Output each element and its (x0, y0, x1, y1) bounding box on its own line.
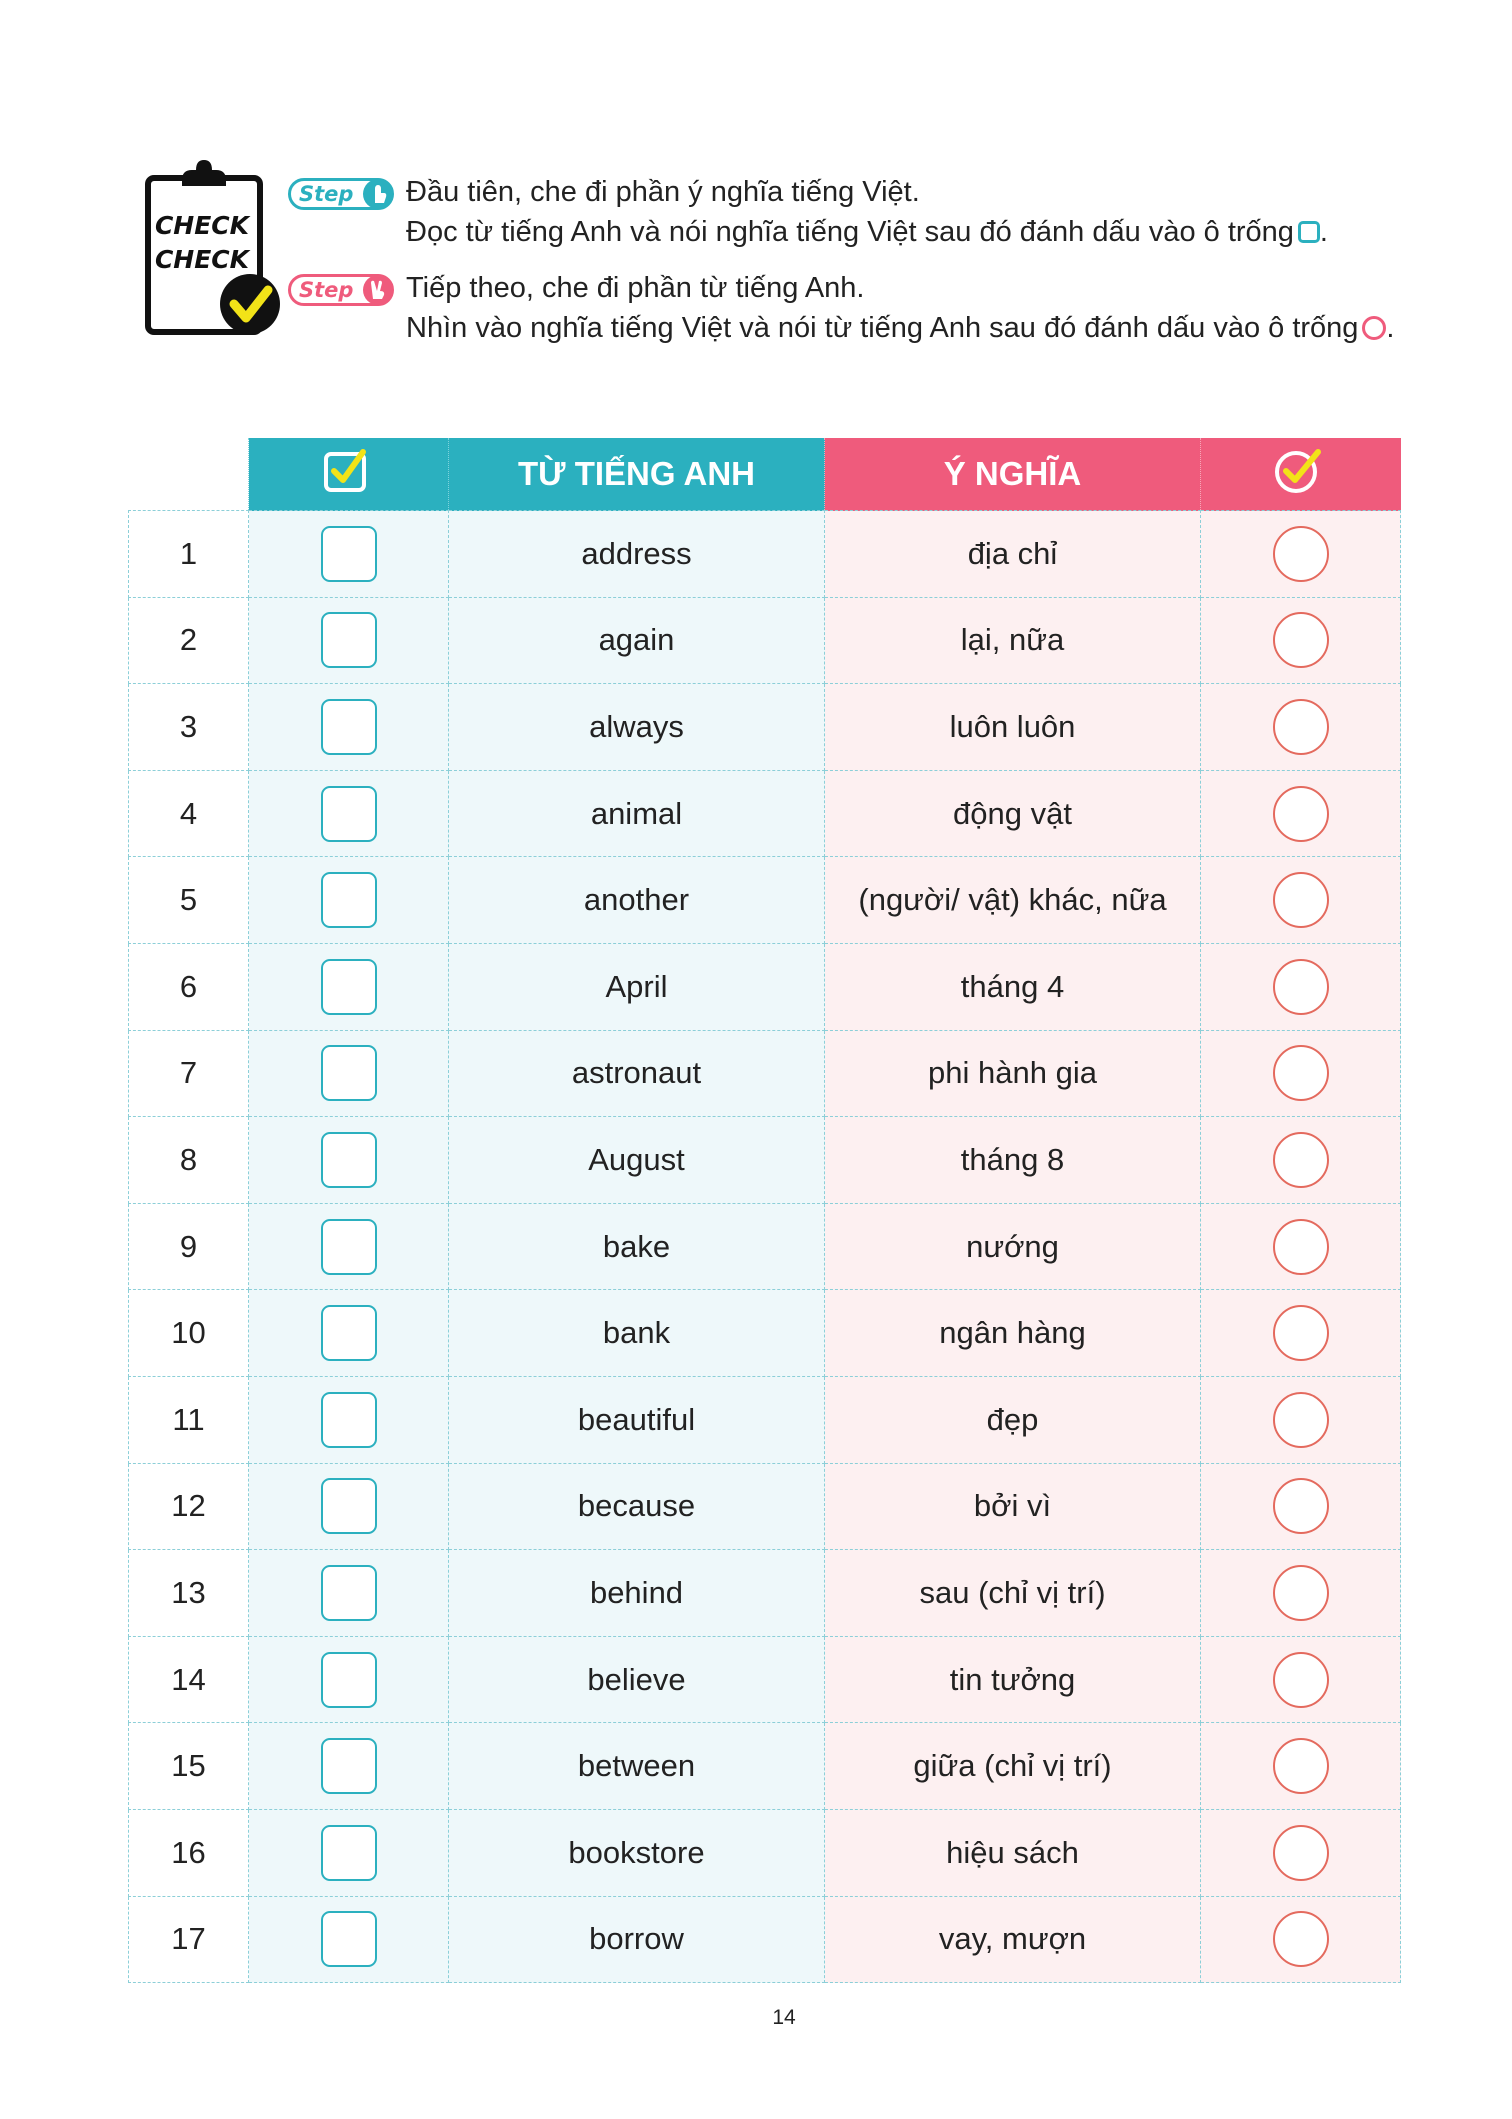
english-check-cell (249, 943, 449, 1030)
meaning-circle-check[interactable] (1273, 699, 1329, 755)
meaning-check-cell (1201, 857, 1401, 944)
english-word: bank (449, 1290, 825, 1377)
table-header-row (129, 438, 1401, 511)
table-row (129, 1117, 1401, 1204)
meaning-circle-check[interactable] (1273, 959, 1329, 1015)
vietnamese-meaning: nướng (825, 1203, 1201, 1290)
english-check-cell (249, 1723, 449, 1810)
vietnamese-meaning: động vật (825, 770, 1201, 857)
english-word: always (449, 684, 825, 771)
table-row (129, 1550, 1401, 1637)
english-word: again (449, 597, 825, 684)
step-2-line-2-text: Nhìn vào nghĩa tiếng Việt và nói từ tiếng Anh sau đó đánh dấu vào ô trống (406, 312, 1359, 344)
english-word: behind (449, 1550, 825, 1637)
vietnamese-meaning: phi hành gia (825, 1030, 1201, 1117)
circle-legend-icon (1362, 316, 1386, 340)
step-1-line-2-end: . (1319, 216, 1328, 248)
step-1-line-2 (406, 212, 1328, 252)
english-checkbox[interactable] (321, 612, 377, 668)
circle-checked-icon (1274, 446, 1328, 494)
meaning-check-cell (1201, 1809, 1401, 1896)
header-english-word: TỪ TIẾNG ANH (449, 438, 825, 511)
step-1-line-2-text: Đọc từ tiếng Anh và nói nghĩa tiếng Việt sau đó đánh dấu vào ô trống (406, 216, 1294, 248)
clipboard-check-icon (142, 160, 284, 340)
meaning-check-cell (1201, 511, 1401, 598)
english-checkbox[interactable] (321, 1738, 377, 1794)
table-row (129, 684, 1401, 771)
meaning-circle-check[interactable] (1273, 1911, 1329, 1967)
english-checkbox[interactable] (321, 1825, 377, 1881)
english-check-cell (249, 1290, 449, 1377)
english-word: address (449, 511, 825, 598)
vietnamese-meaning: hiệu sách (825, 1809, 1201, 1896)
meaning-circle-check[interactable] (1273, 1738, 1329, 1794)
step-2-line-1: Tiếp theo, che đi phần từ tiếng Anh. (406, 272, 865, 304)
english-checkbox[interactable] (321, 1219, 377, 1275)
row-number: 10 (129, 1290, 249, 1377)
english-word: bookstore (449, 1809, 825, 1896)
meaning-circle-check[interactable] (1273, 1132, 1329, 1188)
vietnamese-meaning: luôn luôn (825, 684, 1201, 771)
english-checkbox[interactable] (321, 1911, 377, 1967)
header-number-spacer (129, 438, 249, 511)
row-number: 3 (129, 684, 249, 771)
english-check-cell (249, 1463, 449, 1550)
row-number: 8 (129, 1117, 249, 1204)
english-checkbox[interactable] (321, 1132, 377, 1188)
meaning-circle-check[interactable] (1273, 1219, 1329, 1275)
clipboard-label-2: CHECK (154, 245, 250, 274)
row-number: 14 (129, 1636, 249, 1723)
vietnamese-meaning: tháng 4 (825, 943, 1201, 1030)
checkbox-legend-icon (1298, 221, 1320, 243)
meaning-check-cell (1201, 1723, 1401, 1810)
row-number: 16 (129, 1809, 249, 1896)
english-checkbox[interactable] (321, 959, 377, 1015)
english-check-cell (249, 1117, 449, 1204)
vietnamese-meaning: (người/ vật) khác, nữa (825, 857, 1201, 944)
english-checkbox[interactable] (321, 1392, 377, 1448)
vietnamese-meaning: sau (chỉ vị trí) (825, 1550, 1201, 1637)
meaning-circle-check[interactable] (1273, 1392, 1329, 1448)
table-row (129, 511, 1401, 598)
table-row (129, 597, 1401, 684)
meaning-check-cell (1201, 1117, 1401, 1204)
step-1-line-1: Đầu tiên, che đi phần ý nghĩa tiếng Việt. (406, 176, 920, 208)
english-word: April (449, 943, 825, 1030)
row-number: 6 (129, 943, 249, 1030)
step-1-badge-label: Step (299, 182, 354, 206)
row-number: 2 (129, 597, 249, 684)
meaning-circle-check[interactable] (1273, 1478, 1329, 1534)
meaning-circle-check[interactable] (1273, 786, 1329, 842)
english-checkbox[interactable] (321, 1478, 377, 1534)
row-number: 9 (129, 1203, 249, 1290)
row-number: 1 (129, 511, 249, 598)
english-check-cell (249, 511, 449, 598)
vietnamese-meaning: đẹp (825, 1376, 1201, 1463)
header-meaning: Ý NGHĨA (825, 438, 1201, 511)
hand-peace-icon (363, 275, 393, 305)
checkbox-checked-icon (323, 446, 375, 494)
english-word: bake (449, 1203, 825, 1290)
step-2-line-2-end: . (1386, 312, 1395, 344)
row-number: 11 (129, 1376, 249, 1463)
english-checkbox[interactable] (321, 1565, 377, 1621)
table-row (129, 1463, 1401, 1550)
meaning-check-cell (1201, 1030, 1401, 1117)
vietnamese-meaning: ngân hàng (825, 1290, 1201, 1377)
english-check-cell (249, 770, 449, 857)
english-word: beautiful (449, 1376, 825, 1463)
table-row (129, 943, 1401, 1030)
english-word: another (449, 857, 825, 944)
english-word: believe (449, 1636, 825, 1723)
meaning-check-cell (1201, 1463, 1401, 1550)
vietnamese-meaning: tháng 8 (825, 1117, 1201, 1204)
header-english-check (249, 438, 449, 511)
english-check-cell (249, 1203, 449, 1290)
table-row (129, 857, 1401, 944)
meaning-circle-check[interactable] (1273, 1652, 1329, 1708)
row-number: 15 (129, 1723, 249, 1810)
hand-pointing-icon (363, 179, 393, 209)
row-number: 7 (129, 1030, 249, 1117)
clipboard-label-1: CHECK (154, 211, 250, 240)
meaning-circle-check[interactable] (1273, 1565, 1329, 1621)
english-check-cell (249, 684, 449, 771)
english-check-cell (249, 857, 449, 944)
table-row (129, 1809, 1401, 1896)
meaning-circle-check[interactable] (1273, 872, 1329, 928)
header-meaning-check (1201, 438, 1401, 511)
meaning-check-cell (1201, 943, 1401, 1030)
vocabulary-table (128, 438, 1401, 1983)
meaning-circle-check[interactable] (1273, 1045, 1329, 1101)
vietnamese-meaning: địa chỉ (825, 511, 1201, 598)
english-checkbox[interactable] (321, 526, 377, 582)
meaning-circle-check[interactable] (1273, 1305, 1329, 1361)
step-2-badge-label: Step (299, 278, 354, 302)
english-word: astronaut (449, 1030, 825, 1117)
english-check-cell (249, 597, 449, 684)
table-row (129, 1290, 1401, 1377)
english-checkbox[interactable] (321, 1045, 377, 1101)
vietnamese-meaning: vay, mượn (825, 1896, 1201, 1983)
table-row (129, 1030, 1401, 1117)
english-word: between (449, 1723, 825, 1810)
row-number: 17 (129, 1896, 249, 1983)
english-check-cell (249, 1809, 449, 1896)
english-word: because (449, 1463, 825, 1550)
step-1-badge (288, 178, 394, 210)
english-word: August (449, 1117, 825, 1204)
meaning-check-cell (1201, 1203, 1401, 1290)
table-row (129, 1203, 1401, 1290)
meaning-check-cell (1201, 1550, 1401, 1637)
meaning-check-cell (1201, 684, 1401, 771)
english-word: borrow (449, 1896, 825, 1983)
english-checkbox[interactable] (321, 1652, 377, 1708)
row-number: 5 (129, 857, 249, 944)
table-row (129, 1723, 1401, 1810)
table-row (129, 1636, 1401, 1723)
meaning-check-cell (1201, 1636, 1401, 1723)
meaning-circle-check[interactable] (1273, 1825, 1329, 1881)
meaning-check-cell (1201, 1376, 1401, 1463)
vietnamese-meaning: bởi vì (825, 1463, 1201, 1550)
page-number: 14 (772, 2006, 796, 2029)
english-check-cell (249, 1636, 449, 1723)
meaning-check-cell (1201, 770, 1401, 857)
meaning-circle-check[interactable] (1273, 612, 1329, 668)
meaning-circle-check[interactable] (1273, 526, 1329, 582)
vietnamese-meaning: lại, nữa (825, 597, 1201, 684)
english-checkbox[interactable] (321, 872, 377, 928)
table-row (129, 1896, 1401, 1983)
english-checkbox[interactable] (321, 1305, 377, 1361)
table-row (129, 1376, 1401, 1463)
english-word: animal (449, 770, 825, 857)
row-number: 4 (129, 770, 249, 857)
meaning-check-cell (1201, 1290, 1401, 1377)
table-row (129, 770, 1401, 857)
step-2-instruction (288, 268, 1394, 348)
step-2-badge (288, 274, 394, 306)
english-checkbox[interactable] (321, 786, 377, 842)
meaning-check-cell (1201, 1896, 1401, 1983)
row-number: 13 (129, 1550, 249, 1637)
english-check-cell (249, 1030, 449, 1117)
english-check-cell (249, 1376, 449, 1463)
english-check-cell (249, 1550, 449, 1637)
english-checkbox[interactable] (321, 699, 377, 755)
row-number: 12 (129, 1463, 249, 1550)
step-1-instruction (288, 172, 1328, 252)
vietnamese-meaning: giữa (chỉ vị trí) (825, 1723, 1201, 1810)
english-check-cell (249, 1896, 449, 1983)
step-2-line-2 (406, 308, 1394, 348)
meaning-check-cell (1201, 597, 1401, 684)
vietnamese-meaning: tin tưởng (825, 1636, 1201, 1723)
